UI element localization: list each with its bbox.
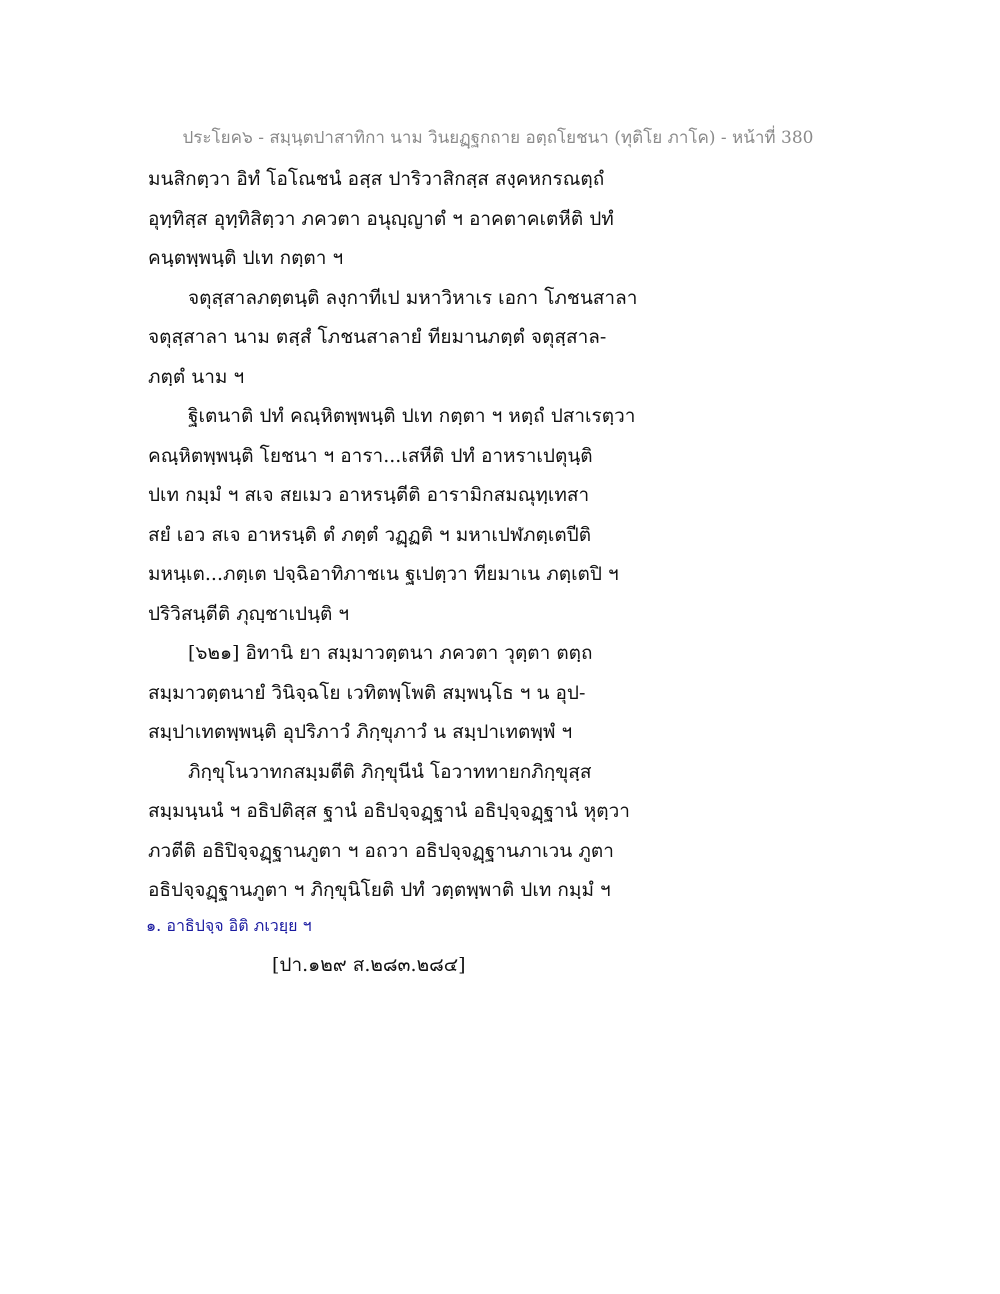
body-text	[148, 160, 668, 911]
text-line: สมฺมาวตฺตนายํ วินิจฺฉโย เวทิตพฺโพติ สมฺพนฺโธ ฯ น อุป-	[148, 681, 586, 704]
text-line: มนสิกตฺวา อิทํ โอโณชนํ อสฺส ปาริวาสิกสฺส สงฺคหกรณตฺถํ	[148, 168, 605, 190]
running-header: ประโยค๖ - สมฺนฺตปาสาทิกา นาม วินยฏฺฐกถาย อตฺถโยชนา (ทุติโย ภาโค) - หน้าที่ 380	[182, 128, 814, 148]
text-line-paragraph-start: ภิกฺขุโนวาทกสมฺมตีติ ภิกฺขุนีนํ โอวาททายกภิกฺขุสฺส	[188, 760, 592, 783]
text-line-paragraph-start: [๖๒๑] อิทานิ ยา สมฺมาวตฺตนา ภควตา วุตฺตา ตตฺถ	[188, 642, 593, 664]
text-line: ภวตีติ อธิปิจฺจฏฺฐานภูตา ฯ อถวา อธิปจฺจฏฺฐานภาเวน ภูตา	[148, 839, 614, 862]
text-line: ปเท กมฺมํ ฯ สเจ สยเมว อาหรนฺตีติ อารามิกสมณุทฺเทสา	[148, 484, 590, 506]
text-line: คนฺตพฺพนฺติ ปเท กตฺตา ฯ	[148, 247, 344, 269]
text-line: จตุสฺสาลา นาม ตสฺสํ โภชนสาลายํ ทียมานภตฺตํ จตุสฺสาล-	[148, 326, 607, 348]
text-line: อุทฺทิสฺส อุทฺทิสิตฺวา ภควตา อนุญฺญาตํ ฯ อาคตาคเตหีติ ปทํ	[148, 207, 614, 230]
text-line: มหนฺเต...ภตฺเต ปจฺฉิอาทิภาชเน ฐเปตฺวา ทียมาเน ภตฺเตปิ ฯ	[148, 563, 619, 585]
text-line: ภตฺตํ นาม ฯ	[148, 365, 245, 388]
text-line-paragraph-start: จตุสฺสาลภตฺตนฺติ ลงฺกาทีเป มหาวิหาเร เอกา โภชนสาลา	[188, 286, 638, 309]
text-line: อธิปจฺจฏฺฐานภูตา ฯ ภิกฺขุนิโยติ ปทํ วตฺตพฺพาติ ปเท กมฺมํ ฯ	[148, 879, 611, 901]
footnote: ๑. อาธิปจฺจ อิติ ภเวยฺย ฯ	[146, 916, 312, 935]
text-line: สมฺปาเทตพฺพนฺติ อุปริภาวํ ภิกฺขุภาวํ น สมฺปาเทตพฺพํ ฯ	[148, 721, 573, 743]
text-line-paragraph-start: ฐิเตนาติ ปทํ คณฺหิตพฺพนฺติ ปเท กตฺตา ฯ หตฺถํ ปสาเรตฺวา	[188, 405, 636, 427]
text-line: คณฺหิตพฺพนฺติ โยชนา ฯ อารา...เสหีติ ปทํ อาหราเปตุนฺติ	[148, 444, 593, 467]
page-reference: [ปา.๑๒๙ ส.๒๘๓.๒๘๔]	[272, 954, 466, 976]
text-line: สยํ เอว สเจ อาหรนฺติ ตํ ภตฺตํ วฏฺฏติ ฯ มหาเปฬภตฺเตปีติ	[148, 523, 592, 546]
text-line: ปริวิสนฺตีติ ภุญฺชาเปนฺติ ฯ	[148, 602, 350, 625]
text-line: สมฺมนฺนนํ ฯ อธิปติสฺส ฐานํ อธิปจฺจฏฺฐานํ อธิปฺจฺจฏฺฐานํ หุตฺวา	[148, 800, 630, 822]
